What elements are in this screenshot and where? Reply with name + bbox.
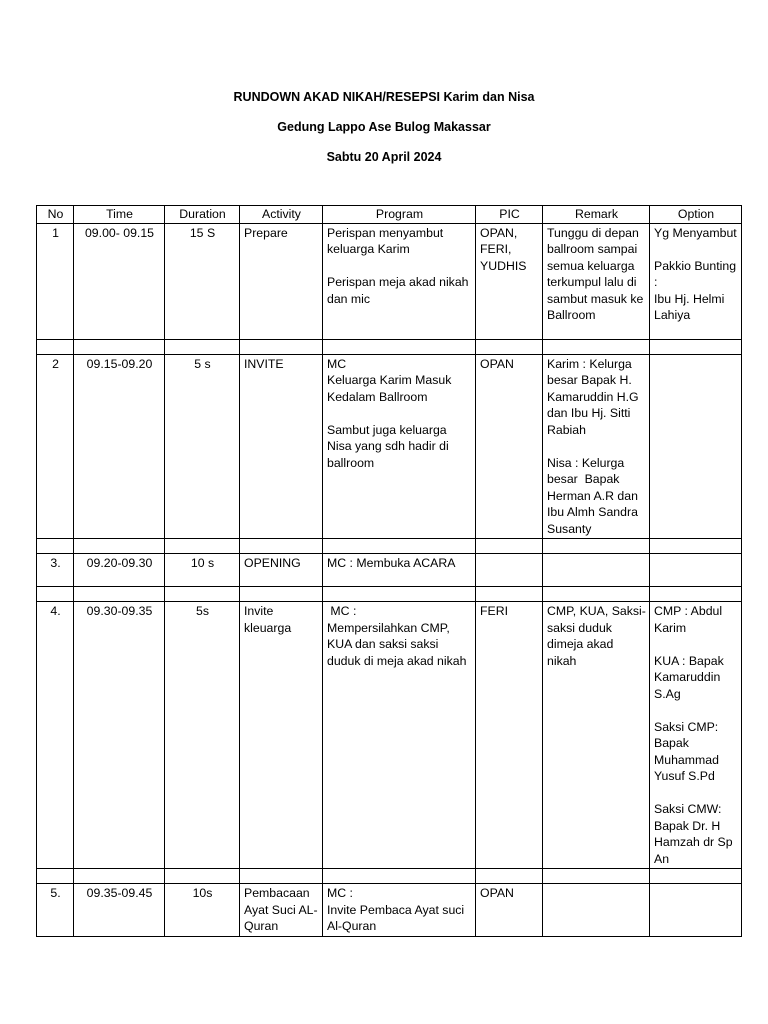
cell-no: 2: [37, 354, 74, 539]
column-header-no: No: [37, 206, 74, 224]
cell-remark: [543, 354, 650, 539]
cell-time: 09.00- 09.15: [74, 223, 165, 339]
program-text: MC : Membuka ACARA: [327, 556, 456, 570]
cell-pic: OPAN: [476, 354, 543, 539]
column-header-program: Program: [323, 206, 476, 224]
cell-pic: FERI: [476, 602, 543, 869]
cell-activity: OPENING: [240, 554, 323, 587]
cell-program: [323, 354, 476, 539]
cell-duration: 10 s: [165, 554, 240, 587]
table-row: [37, 602, 742, 869]
cell-option: [650, 602, 742, 869]
column-header-remark: Remark: [543, 206, 650, 224]
table-row: [37, 884, 742, 937]
cell-remark: [543, 554, 650, 587]
cell-time: 09.35-09.45: [74, 884, 165, 937]
option-text: Yg Menyambut Pakkio Bunting : Ibu Hj. Helmi Lahiya: [654, 225, 737, 322]
cell-time: 09.15-09.20: [74, 354, 165, 539]
cell-no: 4.: [37, 602, 74, 869]
cell-remark: [543, 884, 650, 937]
cell-activity: Pembacaan Ayat Suci AL-Quran: [240, 884, 323, 937]
program-text: MC Keluarga Karim Masuk Kedalam Ballroom Sambut juga keluarga Nisa yang sdh hadir di ballroom: [327, 356, 452, 470]
document-title: RUNDOWN AKAD NIKAH/RESEPSI Karim dan Nisa: [233, 90, 535, 104]
cell-time: 09.20-09.30: [74, 554, 165, 587]
cell-no: 1: [37, 223, 74, 339]
cell-pic: OPAN: [476, 884, 543, 937]
table-header-row: [37, 206, 742, 224]
venue-line: Gedung Lappo Ase Bulog Makassar: [277, 120, 491, 134]
cell-no: 3.: [37, 554, 74, 587]
spacer-row: [37, 539, 742, 554]
cell-option: [650, 884, 742, 937]
cell-duration: 15 S: [165, 223, 240, 339]
program-text: Perispan menyambut keluarga Karim Perispan meja akad nikah dan mic: [327, 225, 469, 306]
cell-option: [650, 554, 742, 587]
cell-option: [650, 223, 742, 339]
rundown-table: [36, 205, 742, 937]
cell-activity: Prepare: [240, 223, 323, 339]
cell-time: 09.30-09.35: [74, 602, 165, 869]
column-header-activity: Activity: [240, 206, 323, 224]
cell-pic: OPAN, FERI, YUDHIS: [476, 223, 543, 339]
cell-program: [323, 554, 476, 587]
column-header-option: Option: [650, 206, 742, 224]
option-text: CMP : Abdul Karim KUA : Bapak Kamaruddin S.Ag Saksi CMP: Bapak Muhammad Yusuf S.Pd Saksi CMW: Bapak Dr. H Hamzah dr Sp An: [654, 604, 733, 866]
cell-program: [323, 602, 476, 869]
program-text: MC : Invite Pembaca Ayat suci Al-Quran: [327, 886, 465, 933]
cell-activity: Invite kleuarga: [240, 602, 323, 869]
cell-activity: INVITE: [240, 354, 323, 539]
remark-text: Tunggu di depan ballroom sampai semua keluarga terkumpul lalu di sambut masuk ke Ballroom: [547, 225, 647, 322]
cell-remark: [543, 602, 650, 869]
column-header-time: Time: [74, 206, 165, 224]
cell-duration: 10s: [165, 884, 240, 937]
table-row: [37, 354, 742, 539]
remark-text: CMP, KUA, Saksi-saksi duduk dimeja akad nikah: [547, 604, 646, 668]
table-row: [37, 554, 742, 587]
cell-duration: 5 s: [165, 354, 240, 539]
cell-program: [323, 884, 476, 937]
spacer-row: [37, 869, 742, 884]
cell-remark: [543, 223, 650, 339]
column-header-pic: PIC: [476, 206, 543, 224]
cell-program: [323, 223, 476, 339]
table-row: [37, 223, 742, 339]
spacer-row: [37, 339, 742, 354]
date-line: Sabtu 20 April 2024: [326, 150, 442, 164]
spacer-row: [37, 587, 742, 602]
column-header-duration: Duration: [165, 206, 240, 224]
program-text: MC : Mempersilahkan CMP, KUA dan saksi saksi duduk di meja akad nikah: [327, 604, 467, 668]
remark-text: Karim : Kelurga besar Bapak H. Kamaruddin H.G dan Ibu Hj. Sitti Rabiah Nisa : Kelurga besar Bapak Herman A.R dan Ibu Almh Sandra Susanty: [547, 356, 639, 536]
cell-no: 5.: [37, 884, 74, 937]
cell-pic: [476, 554, 543, 587]
cell-duration: 5s: [165, 602, 240, 869]
cell-option: [650, 354, 742, 539]
